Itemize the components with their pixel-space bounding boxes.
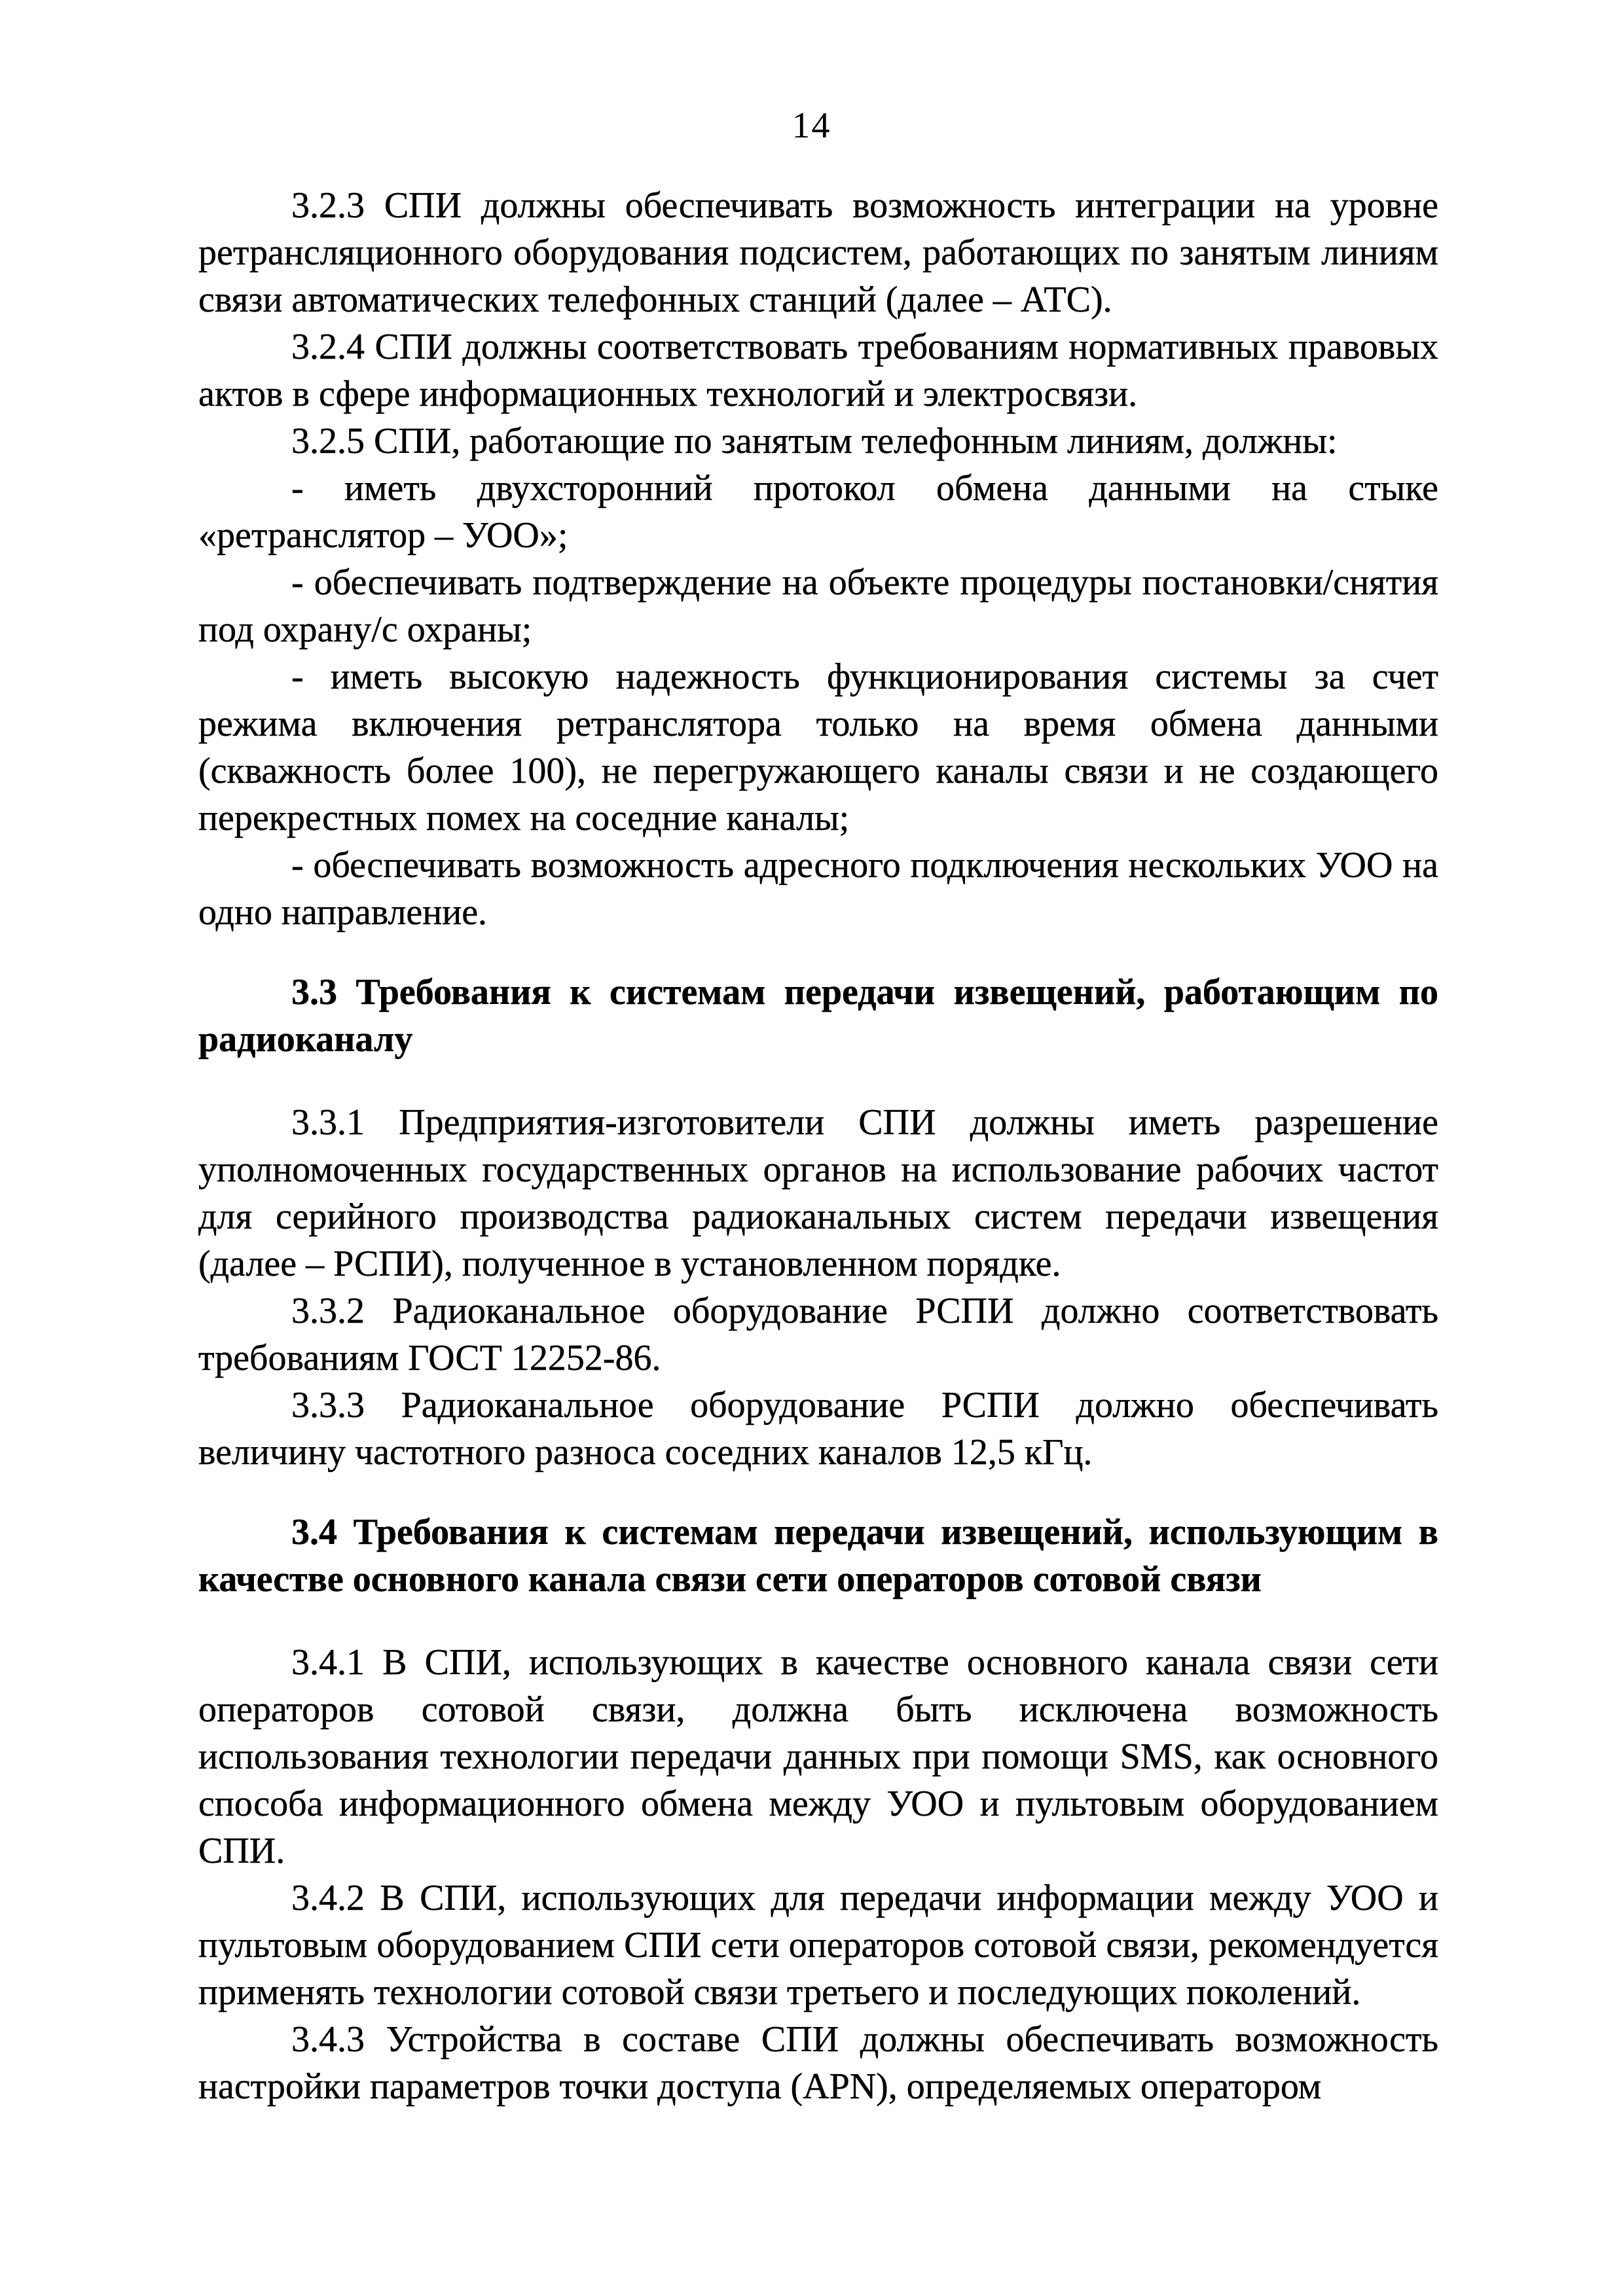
paragraph-3-2-5: 3.2.5 СПИ, работающие по занятым телефонным линиям, должны: bbox=[291, 421, 1338, 461]
paragraph-3-4-2: 3.4.2 В СПИ, использующих для передачи информации между УОО и пультовым оборудованием СПИ сети операторов сотовой связи, рекомендуется применять технологии сотовой связи третьего и последующих поколений. bbox=[198, 1878, 1438, 2013]
paragraph-3-4-1: 3.4.1 В СПИ, использующих в качестве основного канала связи сети операторов сотовой связи, должна быть исключена возможность использования технологии передачи данных при помощи SMS, как основного способа информационного обмена между УОО и пультовым оборудованием СПИ. bbox=[198, 1642, 1438, 1871]
paragraph-3-3-3: 3.3.3 Радиоканальное оборудование РСПИ должно обеспечивать величину частотного разноса соседних каналов 12,5 кГц. bbox=[198, 1385, 1438, 1473]
list-item-protocol: - иметь двухсторонний протокол обмена данными на стыке «ретранслятор – УОО»; bbox=[198, 468, 1438, 556]
section-heading-3-4: 3.4 Требования к системам передачи извещений, использующим в качестве основного канала связи сети операторов сотовой связи bbox=[198, 1512, 1438, 1600]
list-item-reliability: - иметь высокую надежность функционирования системы за счет режима включения ретранслятора только на время обмена данными (скважность более 100), не перегружающего каналы связи и не создающего перекрестных помех на соседние каналы; bbox=[198, 656, 1438, 838]
section-heading-3-3: 3.3 Требования к системам передачи извещений, работающим по радиоканалу bbox=[198, 972, 1438, 1060]
document-content bbox=[0, 149, 1623, 2110]
paragraph-3-3-2: 3.3.2 Радиоканальное оборудование РСПИ должно соответствовать требованиям ГОСТ 12252-86. bbox=[198, 1291, 1438, 1378]
list-item-confirmation: - обеспечивать подтверждение на объекте процедуры постановки/снятия под охрану/с охраны; bbox=[198, 562, 1438, 650]
paragraph-3-2-4: 3.2.4 СПИ должны соответствовать требованиям нормативных правовых актов в сфере информационных технологий и электросвязи. bbox=[198, 327, 1438, 414]
page-number: 14 bbox=[792, 105, 831, 146]
paragraph-3-4-3: 3.4.3 Устройства в составе СПИ должны обеспечивать возможность настройки параметров точки доступа (APN), определяемых оператором bbox=[198, 2019, 1438, 2107]
paragraph-3-3-1: 3.3.1 Предприятия-изготовители СПИ должны иметь разрешение уполномоченных государственных органов на использование рабочих частот для серийного производства радиоканальных систем передачи извещения (далее – РСПИ), полученное в установленном порядке. bbox=[198, 1102, 1438, 1284]
paragraph-3-2-3: 3.2.3 СПИ должны обеспечивать возможность интеграции на уровне ретрансляционного оборудования подсистем, работающих по занятым линиям связи автоматических телефонных станций (далее – АТС). bbox=[198, 185, 1438, 320]
list-item-addressing: - обеспечивать возможность адресного подключения нескольких УОО на одно направление. bbox=[198, 845, 1438, 933]
